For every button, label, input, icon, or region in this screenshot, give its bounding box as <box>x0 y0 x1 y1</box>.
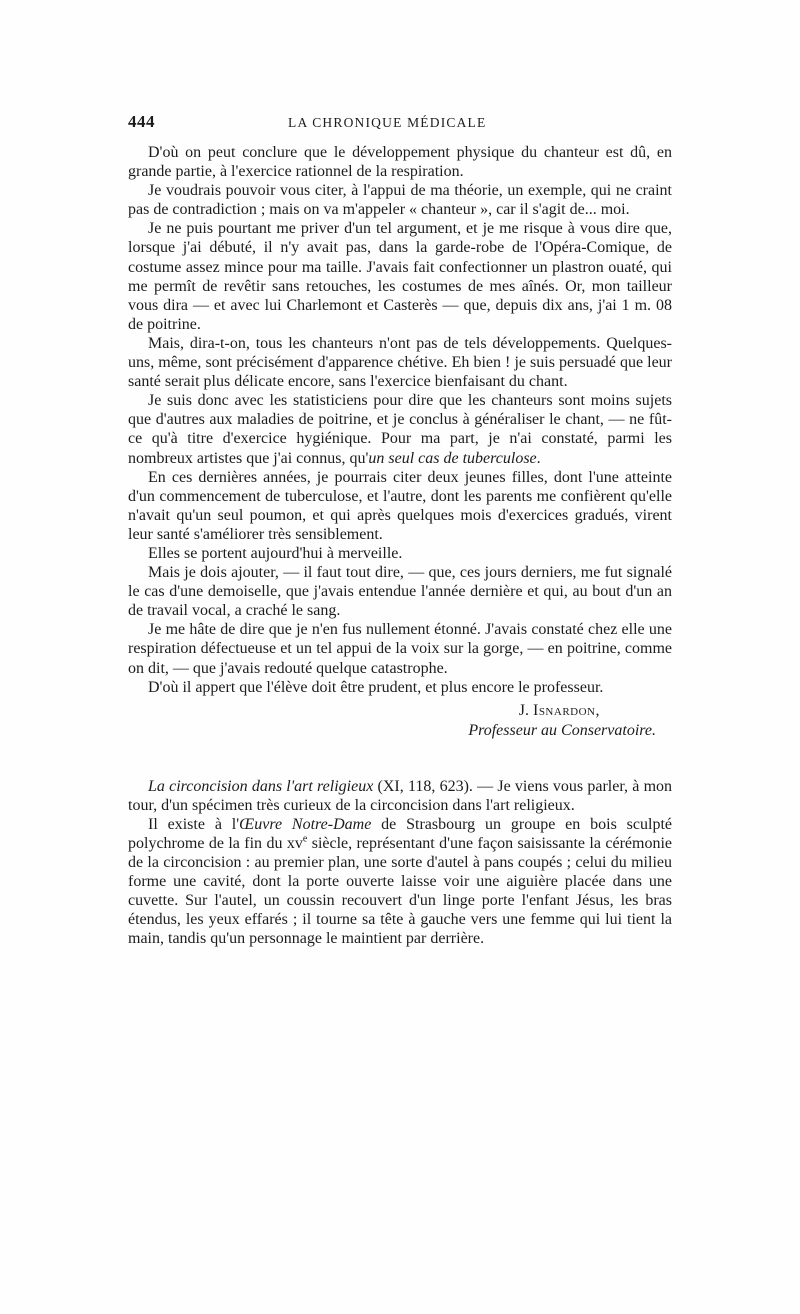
article-reference: (XI, 118, 623). — Je viens vous parler, à mon tour, d'un spécimen très curieux de la circoncision dans l'art religieux. <box>128 777 673 814</box>
article-title: La circoncision dans l'art religieux <box>148 777 374 795</box>
paragraph: En ces dernières années, je pourrais citer deux jeunes filles, dont l'une atteinte d'un commencement de tuberculose, et l'autre, dont les parents me confièrent qu'elle n'avait qu'un seul poumon, et qui après quelques mois d'exercices gradués, virent leur santé s'améliorer très sensiblement. <box>128 468 672 543</box>
emphasis-text: un seul cas de tuberculose <box>368 449 537 467</box>
paragraph: Mais, dira-t-on, tous les chanteurs n'ont pas de tels développements. Quelques-uns, même, sont précisément d'apparence chétive. Eh bien ! je suis persuadé que leur santé serait plus délicate encore, sans l'exercice bienfaisant du chant. <box>128 334 672 391</box>
article-intro <box>128 777 672 815</box>
paragraph: Je me hâte de dire que je n'en fus nullement étonné. J'avais constaté chez elle une respiration défectueuse et un tel appui de la voix sur la gorge, — en poitrine, comme on dit, — que j'avais redouté quelque catastrophe. <box>128 621 672 677</box>
paragraph-text: . <box>536 449 541 467</box>
paragraph: Il existe à l'Œuvre Notre-Dame de Strasbourg un groupe en bois sculpté polychrome de la fin du $xv^e$ siècle, représentant d'une façon saisissante la cérémonie de la circoncision : au premier plan, une sorte d'autel à pans coupés ; celui du milieu forme une cavité, dont la porte ouverte laisse voir une aiguière placée dans une cuvette. Sur l'autel, un coussin recouvert d'un linge porte l'enfant Jésus, les bras étendus, les yeux effarés ; il tourne sa tête à gauche vers une femme qui lui tient la main, tandis qu'un personnage le maintient par derrière. <box>128 815 673 948</box>
paragraph: D'où on peut conclure que le développement physique du chanteur est dû, en grande partie, à l'exercice rationnel de la respiration. <box>128 144 672 181</box>
emphasis-text: Œuvre Notre-Dame <box>239 815 372 833</box>
page-header <box>128 112 672 136</box>
paragraph: Elles se portent aujourd'hui à merveille. <box>148 544 403 562</box>
author-name: J. Isnardon, <box>518 701 600 719</box>
page-number: 444 <box>128 112 155 131</box>
signature-block <box>128 701 672 741</box>
author-title: Professeur au Conservatoire. <box>468 721 656 739</box>
body-text <box>128 143 672 949</box>
paragraph: D'où il appert que l'élève doit être prudent, et plus encore le professeur. <box>148 678 604 696</box>
author-surname: Isnardon, <box>532 701 600 719</box>
paragraph: Je voudrais pouvoir vous citer, à l'appui de ma théorie, un exemple, qui ne craint pas de contradiction ; mais on va m'appeler « chanteur », car il s'agit de... moi. <box>128 182 672 219</box>
superscript: e <box>302 833 308 845</box>
paragraph-text: Je suis donc avec les statisticiens pour dire que les chanteurs sont moins sujets que d'autres aux maladies de poitrine, et je conclus à généraliser le chant, — ne fût-ce qu'à titre d'exercice hygiénique. Pour ma part, je n'ai constaté, parmi les nombreux artistes que j'ai connus, qu' <box>128 392 672 467</box>
paragraph <box>128 391 672 467</box>
running-title: LA CHRONIQUE MÉDICALE <box>288 115 487 130</box>
section-gap <box>128 741 672 777</box>
paragraph: Mais je dois ajouter, — il faut tout dire, — que, ces jours derniers, me fut signalé le cas d'une demoiselle, que j'avais entendue l'année dernière et qui, au bout d'un an de travail vocal, a craché le sang. <box>128 564 672 620</box>
paragraph: Je ne puis pourtant me priver d'un tel argument, et je me risque à vous dire que, lorsque j'ai débuté, il n'y avait pas, dans la garde-robe de l'Opéra-Comique, de costume assez mince pour ma taille. J'avais fait confectionner un plastron ouaté, qui me permît de revêtir sans retouches, les costumes de mes aînés. Or, mon tailleur vous dira — et avec lui Charlemont et Casterès — que, depuis dix ans, j'ai 1 m. 08 de poitrine. <box>128 220 672 333</box>
